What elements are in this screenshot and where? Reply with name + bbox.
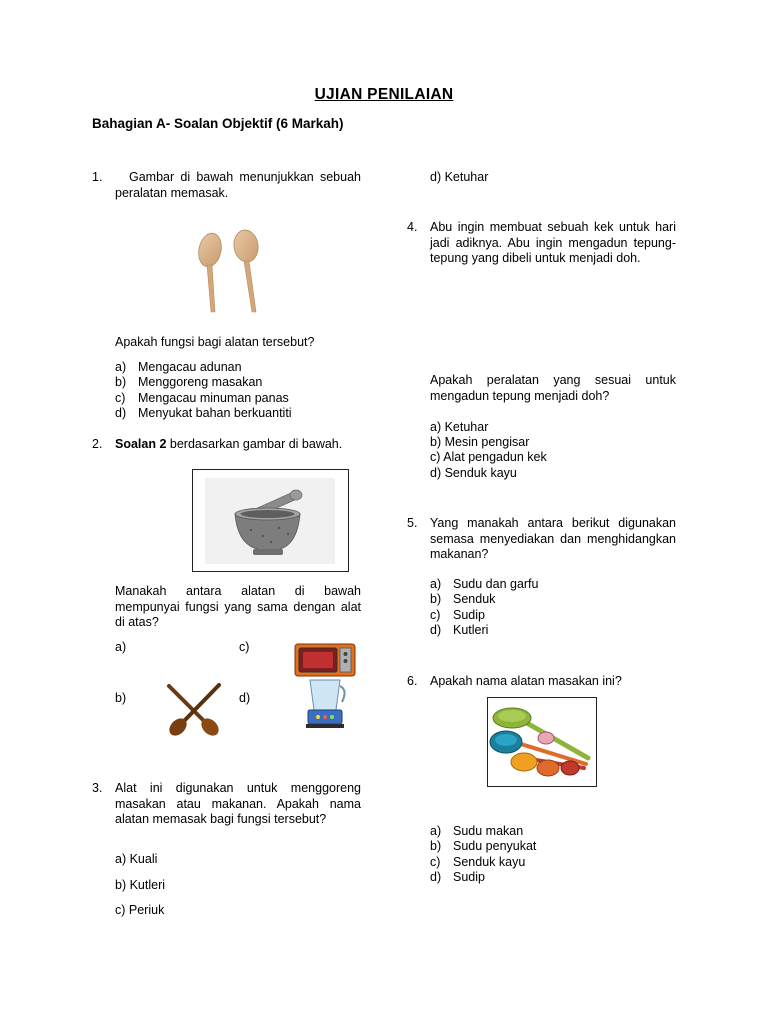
- q3-option-d[interactable]: d) Ketuhar: [430, 170, 489, 184]
- q1-text: Gambar di bawah menunjukkan sebuah peralatan memasak.: [115, 170, 361, 200]
- q1-option-a[interactable]: a) Mengacau adunan: [115, 360, 242, 374]
- q6-option-a[interactable]: a) Sudu makan: [430, 824, 524, 838]
- q1-option-b[interactable]: b) Menggoreng masakan: [115, 375, 263, 390]
- q4-text: Abu ingin membuat sebuah kek untuk hari jadi adiknya. Abu ingin mengadun tepung-tepung yang dibeli untuk menjadi doh.: [430, 220, 676, 265]
- q2-lead: Soalan 2: [115, 437, 167, 451]
- q1-prompt: Apakah fungsi bagi alatan tersebut?: [115, 335, 315, 349]
- q1-option-d[interactable]: d) Menyukat bahan berkuantiti: [115, 405, 292, 420]
- q3-option-a[interactable]: a) Kuali: [115, 852, 158, 866]
- q4-option-b[interactable]: b) Mesin pengisar: [430, 435, 530, 449]
- q5-text: Yang manakah antara berikut digunakan semasa menyediakan dan menghidangkan makanan?: [430, 516, 676, 561]
- q5-option-c[interactable]: c) Sudip: [430, 607, 485, 622]
- q4-option-d[interactable]: d) Senduk kayu: [430, 466, 517, 480]
- q4-option-a[interactable]: a) Ketuhar: [430, 420, 489, 434]
- q1-options: [115, 360, 292, 421]
- wooden-spoons-image: [188, 228, 274, 316]
- q6-option-b[interactable]: b) Sudu penyukat: [430, 839, 537, 854]
- q6-number: 6.: [407, 674, 418, 688]
- q6-options: [430, 824, 536, 885]
- q5-option-b[interactable]: b) Senduk: [430, 592, 496, 607]
- q2-text-rest: berdasarkan gambar di bawah.: [169, 437, 343, 451]
- section-heading: Bahagian A- Soalan Objektif (6 Markah): [92, 116, 344, 131]
- q2-option-b[interactable]: b): [115, 691, 127, 705]
- q4-prompt: Apakah peralatan yang sesuai untuk mengadun tepung menjadi doh?: [430, 373, 676, 403]
- q2-option-a[interactable]: a): [115, 640, 127, 654]
- q3-option-b[interactable]: b) Kutleri: [115, 878, 166, 892]
- measuring-spoons-image: [487, 697, 597, 787]
- q4-number: 4.: [407, 220, 418, 234]
- q4-option-c[interactable]: c) Alat pengadun kek: [430, 450, 547, 464]
- q6-text: Apakah nama alatan masakan ini?: [430, 674, 622, 688]
- q2-option-c[interactable]: c): [239, 640, 250, 654]
- q6-option-c[interactable]: c) Senduk kayu: [430, 854, 526, 869]
- crossed-spoons-image: [163, 680, 223, 738]
- q2-option-d[interactable]: d): [239, 691, 251, 705]
- page-title: UJIAN PENILAIAN: [314, 86, 454, 103]
- q3-number: 3.: [92, 781, 103, 795]
- mortar-pestle-image: [192, 469, 349, 572]
- q3-text: Alat ini digunakan untuk menggoreng masakan atau makanan. Apakah nama alatan memasak bagi fungsi tersebut?: [115, 781, 361, 826]
- q1-number: 1.: [92, 170, 103, 184]
- q5-options: [430, 577, 539, 638]
- q5-number: 5.: [407, 516, 418, 530]
- q1-option-c[interactable]: c) Mengacau minuman panas: [115, 390, 289, 405]
- q3-option-c[interactable]: c) Periuk: [115, 903, 165, 917]
- q2-number: 2.: [92, 437, 103, 451]
- q5-option-a[interactable]: a) Sudu dan garfu: [430, 577, 539, 591]
- q5-option-d[interactable]: d) Kutleri: [430, 622, 489, 637]
- appliances-image: [290, 640, 360, 732]
- q2-prompt: Manakah antara alatan di bawah mempunyai fungsi yang sama dengan alat di atas?: [115, 584, 361, 629]
- q6-option-d[interactable]: d) Sudip: [430, 869, 485, 884]
- q2-text: [115, 437, 361, 453]
